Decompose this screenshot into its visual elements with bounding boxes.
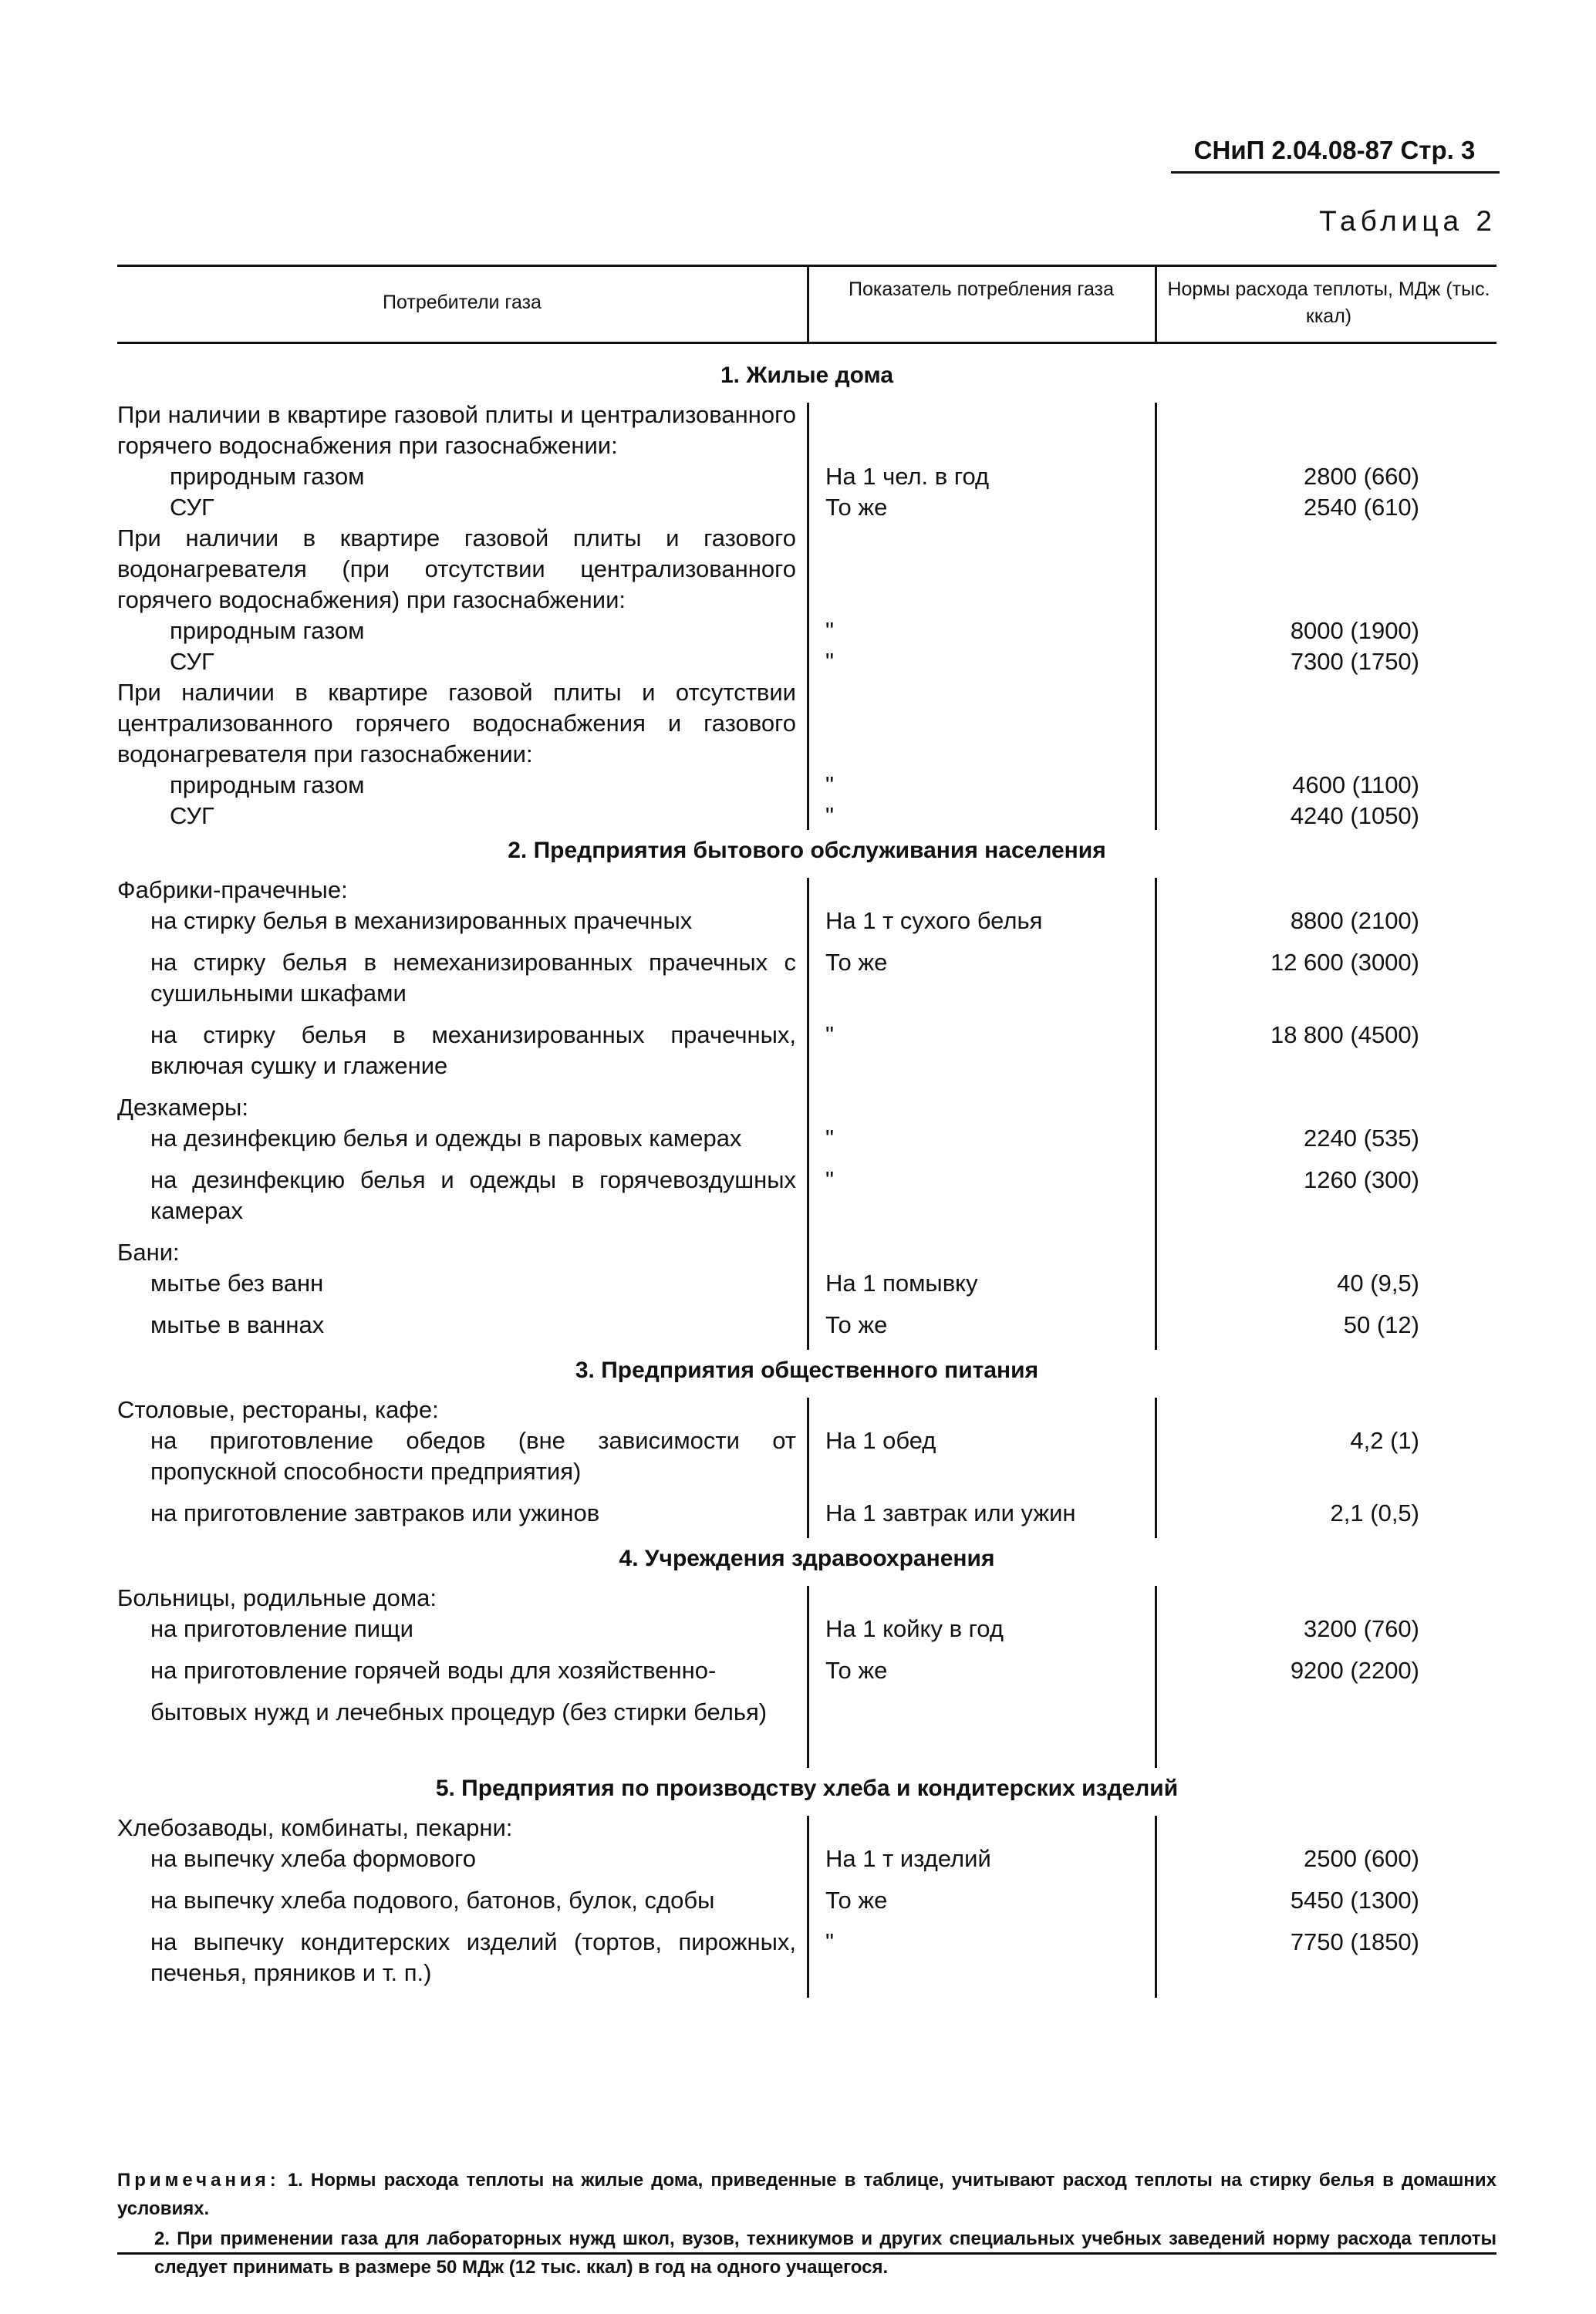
table-caption: Таблица 2: [1319, 205, 1496, 237]
consumer-cell: на выпечку кондитерских изделий (тортов, пирожных, печенья, пряников и т. п.): [150, 1928, 796, 1986]
consumer-cell: на приготовление обедов (вне зависимости от пропускной способности предприятия): [150, 1427, 796, 1485]
indicator-cell: ": [825, 1166, 835, 1193]
consumer-cell: на стирку белья в механизированных прачечных, включая сушку и глажение: [150, 1021, 796, 1079]
consumer-cell: Больницы, родильные дома:: [117, 1584, 437, 1611]
norm-cell: 50 (12): [1343, 1311, 1419, 1338]
consumer-cell: При наличии в квартире газовой плиты и централизованного горячего водоснабжения при газоснабжении:: [117, 401, 796, 459]
footer-rule: [117, 2252, 1496, 2255]
consumer-cell: на приготовление завтраков или ужинов: [150, 1499, 600, 1526]
indicator-cell: ": [825, 617, 835, 644]
consumer-cell: Дезкамеры:: [117, 1094, 248, 1121]
indicator-cell: ": [825, 648, 835, 675]
consumer-cell: мытье без ванн: [150, 1270, 324, 1297]
indicator-cell: На 1 койку в год: [825, 1615, 1004, 1642]
notes-label: Примечания:: [117, 2170, 280, 2191]
norm-cell: 2500 (600): [1304, 1845, 1419, 1872]
norm-cell: 4240 (1050): [1290, 802, 1419, 829]
indicator-cell: ": [825, 1021, 835, 1048]
column-divider-2: [1155, 403, 1157, 830]
consumer-cell: СУГ: [170, 648, 214, 675]
norm-cell: 8000 (1900): [1290, 617, 1419, 644]
consumer-cell: на выпечку хлеба формового: [150, 1845, 477, 1872]
norm-cell: 2240 (535): [1304, 1125, 1419, 1152]
section-title: 5. Предприятия по производству хлеба и кондитерских изделий: [435, 1776, 1179, 1801]
notes: [117, 2166, 1496, 2283]
indicator-cell: То же: [825, 1311, 888, 1338]
consumer-cell: Хлебозаводы, комбинаты, пекарни:: [117, 1814, 513, 1841]
consumer-cell: При наличии в квартире газовой плиты и газового водонагревателя (при отсутствии централизованного горячего водоснабжения) при газоснабжении:: [117, 525, 796, 613]
column-header-consumers: Потребители газа: [383, 292, 542, 313]
norm-cell: 7300 (1750): [1290, 648, 1419, 675]
norm-cell: 2800 (660): [1304, 463, 1419, 490]
consumer-cell: мытье в ваннах: [150, 1311, 325, 1338]
running-head: СНиП 2.04.08-87 Стр. 3: [1193, 136, 1476, 164]
consumer-cell: на дезинфекцию белья и одежды в горячевоздушных камерах: [150, 1166, 796, 1224]
consumer-cell: природным газом: [170, 617, 365, 644]
consumer-cell: на дезинфекцию белья и одежды в паровых камерах: [150, 1125, 742, 1152]
indicator-cell: На 1 чел. в год: [825, 463, 990, 490]
note-1-text: 1. Нормы расхода теплоты на жилые дома, приведенные в таблице, учитывают расход теплоты на стирку белья в домашних условиях.: [117, 2170, 1496, 2219]
consumer-cell: СУГ: [170, 802, 214, 829]
indicator-cell: ": [825, 802, 835, 829]
norm-cell: 18 800 (4500): [1270, 1021, 1419, 1048]
norm-cell: 5450 (1300): [1290, 1887, 1419, 1914]
column-divider-2: [1155, 1398, 1157, 1538]
column-divider-1: [807, 1816, 809, 1998]
indicator-cell: На 1 помывку: [825, 1270, 978, 1297]
norm-cell: 7750 (1850): [1290, 1928, 1419, 1955]
norm-cell: 9200 (2200): [1290, 1657, 1419, 1684]
indicator-cell: То же: [825, 494, 888, 521]
norm-cell: 4600 (1100): [1292, 771, 1419, 798]
consumer-cell: Бани:: [117, 1239, 180, 1266]
indicator-cell: На 1 завтрак или ужин: [825, 1499, 1076, 1526]
consumer-cell: на приготовление пищи: [150, 1615, 413, 1642]
column-divider-2: [1155, 878, 1157, 1350]
consumer-cell: на приготовление горячей воды для хозяйственно-: [150, 1657, 717, 1684]
consumer-cell: Фабрики-прачечные:: [117, 876, 348, 903]
column-divider-1: [807, 878, 809, 1350]
norm-cell: 3200 (760): [1304, 1615, 1419, 1642]
consumer-cell: на стирку белья в немеханизированных прачечных с сушильными шкафами: [150, 949, 796, 1007]
indicator-cell: То же: [825, 1887, 888, 1914]
consumer-cell: Столовые, рестораны, кафе:: [117, 1396, 439, 1423]
indicator-cell: На 1 т сухого белья: [825, 907, 1043, 934]
section-title: 2. Предприятия бытового обслуживания населения: [508, 838, 1106, 863]
norm-cell: 2,1 (0,5): [1330, 1499, 1419, 1526]
consumer-cell: бытовых нужд и лечебных процедур (без стирки белья): [150, 1698, 768, 1725]
consumer-cell: природным газом: [170, 463, 365, 490]
column-divider-2: [1155, 1816, 1157, 1998]
column-header-indicator: Показатель потребления газа: [849, 278, 1114, 300]
indicator-cell: На 1 обед: [825, 1427, 936, 1454]
indicator-cell: То же: [825, 1657, 888, 1684]
column-divider-1: [807, 1586, 809, 1768]
indicator-cell: ": [825, 771, 835, 798]
norm-cell: 8800 (2100): [1290, 907, 1419, 934]
section-title: 4. Учреждения здравоохранения: [619, 1546, 995, 1571]
norm-cell: 1260 (300): [1304, 1166, 1419, 1193]
column-divider-1: [807, 1398, 809, 1538]
indicator-cell: То же: [825, 949, 888, 976]
norm-cell: 12 600 (3000): [1270, 949, 1419, 976]
note-2-text: 2. При применении газа для лабораторных нужд школ, вузов, техникумов и других специальных учебных заведений норму расхода теплоты следует принимать в размере 50 МДж (12 тыс. ккал) в год на одного учащегося.: [154, 2228, 1496, 2278]
consumer-cell: на стирку белья в механизированных прачечных: [150, 907, 693, 934]
indicator-cell: ": [825, 1125, 835, 1152]
section-title: 1. Жилые дома: [720, 363, 894, 388]
consumer-cell: СУГ: [170, 494, 214, 521]
consumer-cell: на выпечку хлеба подового, батонов, булок, сдобы: [150, 1887, 715, 1914]
column-header-norms: Нормы расхода теплоты, МДж (тыс. ккал): [1167, 278, 1490, 327]
norm-cell: 2540 (610): [1304, 494, 1419, 521]
note-1: [117, 2166, 1496, 2223]
section-title: 3. Предприятия общественного питания: [575, 1358, 1039, 1383]
indicator-cell: ": [825, 1928, 835, 1955]
column-divider-2: [1155, 1586, 1157, 1768]
indicator-cell: На 1 т изделий: [825, 1845, 991, 1872]
column-divider-1: [807, 403, 809, 830]
norm-cell: 40 (9,5): [1337, 1270, 1419, 1297]
norm-cell: 4,2 (1): [1350, 1427, 1419, 1454]
consumer-cell: природным газом: [170, 771, 365, 798]
consumer-cell: При наличии в квартире газовой плиты и отсутствии централизованного горячего водоснабжения и газового водонагревателя при газоснабжении:: [117, 679, 796, 767]
